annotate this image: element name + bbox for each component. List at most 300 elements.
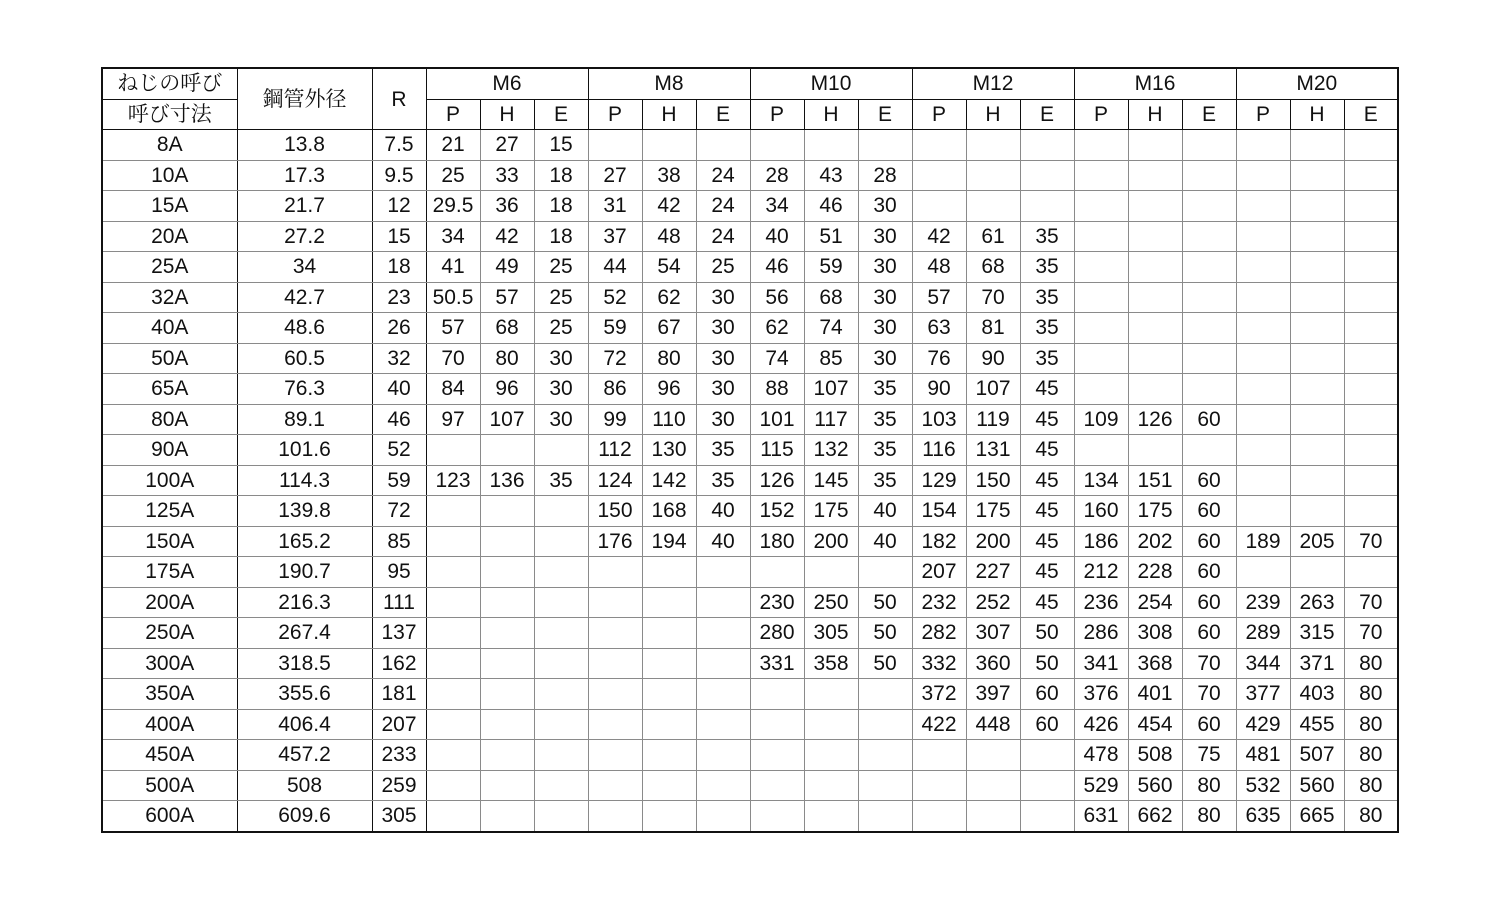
table-cell	[480, 648, 534, 679]
table-cell	[804, 557, 858, 588]
table-cell: 280	[750, 618, 804, 649]
table-cell	[426, 496, 480, 527]
table-cell: 42	[912, 221, 966, 252]
table-cell: 239	[1236, 587, 1290, 618]
table-cell	[642, 587, 696, 618]
table-cell: 129	[912, 465, 966, 496]
size-cell: 50A	[102, 343, 237, 374]
table-cell	[912, 130, 966, 161]
table-cell	[1344, 496, 1398, 527]
pipe-od-cell: 355.6	[237, 679, 372, 710]
table-cell	[1128, 343, 1182, 374]
table-cell: 35	[1020, 252, 1074, 283]
table-cell	[426, 801, 480, 832]
table-cell	[1074, 282, 1128, 313]
pipe-od-cell: 190.7	[237, 557, 372, 588]
table-cell	[1236, 374, 1290, 405]
table-cell	[1344, 252, 1398, 283]
table-cell: 254	[1128, 587, 1182, 618]
size-cell: 500A	[102, 770, 237, 801]
table-cell	[750, 679, 804, 710]
table-cell: 18	[534, 191, 588, 222]
table-cell	[642, 801, 696, 832]
table-cell: 36	[480, 191, 534, 222]
table-cell	[480, 496, 534, 527]
table-cell: 232	[912, 587, 966, 618]
r-cell: 259	[372, 770, 426, 801]
table-cell	[534, 740, 588, 771]
table-cell: 532	[1236, 770, 1290, 801]
pipe-od-cell: 34	[237, 252, 372, 283]
table-cell: 403	[1290, 679, 1344, 710]
table-cell: 74	[804, 313, 858, 344]
table-cell: 80	[1344, 679, 1398, 710]
table-cell: 30	[696, 343, 750, 374]
table-cell	[1290, 496, 1344, 527]
pipe-od-cell: 89.1	[237, 404, 372, 435]
table-cell: 160	[1074, 496, 1128, 527]
table-cell	[750, 709, 804, 740]
table-cell	[804, 709, 858, 740]
table-cell	[1074, 435, 1128, 466]
pipe-od-cell: 60.5	[237, 343, 372, 374]
table-cell: 34	[750, 191, 804, 222]
table-cell	[1344, 465, 1398, 496]
table-cell: 282	[912, 618, 966, 649]
size-label-cell: 呼び寸法	[102, 99, 237, 130]
table-cell	[426, 618, 480, 649]
table-cell: 88	[750, 374, 804, 405]
table-cell: 107	[480, 404, 534, 435]
table-cell: 45	[1020, 557, 1074, 588]
table-cell: 371	[1290, 648, 1344, 679]
table-cell	[1236, 465, 1290, 496]
r-cell: 40	[372, 374, 426, 405]
table-cell: 56	[750, 282, 804, 313]
table-cell	[1344, 191, 1398, 222]
table-cell	[1182, 191, 1236, 222]
size-cell: 400A	[102, 709, 237, 740]
table-cell: 35	[858, 435, 912, 466]
table-cell: 52	[588, 282, 642, 313]
table-cell	[858, 801, 912, 832]
table-cell	[426, 557, 480, 588]
table-cell	[1344, 557, 1398, 588]
table-cell: 43	[804, 160, 858, 191]
table-cell: 30	[534, 404, 588, 435]
table-cell	[1182, 435, 1236, 466]
pipe-od-cell: 114.3	[237, 465, 372, 496]
table-cell: 29.5	[426, 191, 480, 222]
subheader-h: H	[1128, 99, 1182, 130]
table-cell	[480, 740, 534, 771]
table-cell: 25	[534, 313, 588, 344]
table-cell: 70	[1182, 648, 1236, 679]
table-cell	[966, 191, 1020, 222]
table-cell: 45	[1020, 404, 1074, 435]
size-cell: 450A	[102, 740, 237, 771]
table-cell: 63	[912, 313, 966, 344]
subheader-e: E	[858, 99, 912, 130]
table-cell: 25	[534, 252, 588, 283]
r-cell: 26	[372, 313, 426, 344]
table-cell: 30	[696, 374, 750, 405]
table-cell	[966, 160, 1020, 191]
table-row	[102, 343, 1398, 374]
table-cell: 42	[480, 221, 534, 252]
table-cell: 35	[1020, 313, 1074, 344]
table-cell: 107	[966, 374, 1020, 405]
table-cell	[534, 679, 588, 710]
table-cell: 68	[480, 313, 534, 344]
table-row	[102, 801, 1398, 832]
table-cell	[1236, 252, 1290, 283]
table-cell	[1290, 435, 1344, 466]
table-cell: 635	[1236, 801, 1290, 832]
table-cell	[912, 191, 966, 222]
table-cell: 119	[966, 404, 1020, 435]
flange-dimension-table	[101, 67, 1399, 833]
table-cell: 40	[858, 526, 912, 557]
r-cell: 207	[372, 709, 426, 740]
table-cell: 24	[696, 160, 750, 191]
table-cell	[426, 526, 480, 557]
size-cell: 200A	[102, 587, 237, 618]
table-cell	[480, 435, 534, 466]
table-cell: 45	[1020, 374, 1074, 405]
table-cell	[912, 160, 966, 191]
r-cell: 72	[372, 496, 426, 527]
table-cell: 341	[1074, 648, 1128, 679]
r-cell: 137	[372, 618, 426, 649]
table-cell	[1344, 374, 1398, 405]
r-cell: 305	[372, 801, 426, 832]
table-cell: 60	[1182, 526, 1236, 557]
table-cell	[1074, 374, 1128, 405]
table-cell: 126	[1128, 404, 1182, 435]
table-row	[102, 648, 1398, 679]
table-cell	[642, 740, 696, 771]
table-cell: 30	[858, 313, 912, 344]
table-cell	[1290, 282, 1344, 313]
table-cell	[696, 557, 750, 588]
table-cell	[1020, 130, 1074, 161]
table-row	[102, 313, 1398, 344]
table-cell: 175	[966, 496, 1020, 527]
table-cell: 376	[1074, 679, 1128, 710]
pipe-od-cell: 76.3	[237, 374, 372, 405]
table-cell: 305	[804, 618, 858, 649]
table-cell: 35	[1020, 282, 1074, 313]
table-cell: 96	[480, 374, 534, 405]
table-cell	[1128, 191, 1182, 222]
table-cell	[1074, 221, 1128, 252]
table-cell	[426, 435, 480, 466]
table-cell	[1128, 130, 1182, 161]
table-cell: 662	[1128, 801, 1182, 832]
table-cell: 131	[966, 435, 1020, 466]
table-row	[102, 435, 1398, 466]
r-cell: 162	[372, 648, 426, 679]
table-cell: 30	[696, 313, 750, 344]
table-cell: 110	[642, 404, 696, 435]
table-cell: 90	[966, 343, 1020, 374]
pipe-od-cell: 165.2	[237, 526, 372, 557]
table-cell: 57	[426, 313, 480, 344]
pipe-od-cell: 101.6	[237, 435, 372, 466]
table-cell: 90	[912, 374, 966, 405]
table-cell: 24	[696, 191, 750, 222]
table-row	[102, 709, 1398, 740]
table-cell	[1290, 313, 1344, 344]
table-cell	[1290, 160, 1344, 191]
table-cell	[750, 801, 804, 832]
table-cell: 101	[750, 404, 804, 435]
table-cell	[750, 770, 804, 801]
table-cell: 80	[642, 343, 696, 374]
table-cell	[588, 618, 642, 649]
table-cell	[1074, 343, 1128, 374]
subheader-h: H	[480, 99, 534, 130]
table-row	[102, 374, 1398, 405]
table-cell: 529	[1074, 770, 1128, 801]
r-cell: 59	[372, 465, 426, 496]
table-cell: 332	[912, 648, 966, 679]
subheader-p: P	[750, 99, 804, 130]
table-cell: 426	[1074, 709, 1128, 740]
table-cell: 315	[1290, 618, 1344, 649]
table-cell	[480, 557, 534, 588]
table-cell: 97	[426, 404, 480, 435]
r-header: R	[372, 68, 426, 130]
table-cell: 25	[534, 282, 588, 313]
table-cell	[642, 130, 696, 161]
table-cell: 168	[642, 496, 696, 527]
group-header-m12: M12	[912, 68, 1074, 99]
table-cell	[750, 130, 804, 161]
table-cell	[696, 130, 750, 161]
table-cell	[1236, 130, 1290, 161]
table-cell	[588, 648, 642, 679]
size-cell: 250A	[102, 618, 237, 649]
table-cell	[588, 130, 642, 161]
table-cell: 665	[1290, 801, 1344, 832]
size-cell: 15A	[102, 191, 237, 222]
table-cell	[696, 679, 750, 710]
table-cell	[1182, 343, 1236, 374]
table-cell: 45	[1020, 526, 1074, 557]
table-cell	[1074, 130, 1128, 161]
table-cell: 67	[642, 313, 696, 344]
table-cell: 60	[1020, 709, 1074, 740]
table-cell: 49	[480, 252, 534, 283]
table-cell	[1290, 404, 1344, 435]
pipe-od-cell: 17.3	[237, 160, 372, 191]
table-cell: 35	[858, 404, 912, 435]
table-cell	[804, 770, 858, 801]
table-row	[102, 252, 1398, 283]
table-cell: 175	[1128, 496, 1182, 527]
table-cell	[804, 740, 858, 771]
table-cell	[534, 618, 588, 649]
table-cell	[1236, 404, 1290, 435]
table-cell: 25	[696, 252, 750, 283]
table-cell: 377	[1236, 679, 1290, 710]
table-cell: 212	[1074, 557, 1128, 588]
size-cell: 100A	[102, 465, 237, 496]
table-cell	[480, 801, 534, 832]
table-cell	[426, 679, 480, 710]
table-cell	[1290, 465, 1344, 496]
table-cell: 80	[1344, 770, 1398, 801]
table-cell: 150	[588, 496, 642, 527]
table-cell	[912, 740, 966, 771]
r-cell: 23	[372, 282, 426, 313]
thread-label-cell: ねじの呼び	[102, 68, 237, 99]
table-cell: 80	[1344, 648, 1398, 679]
table-cell: 46	[804, 191, 858, 222]
table-cell: 60	[1182, 557, 1236, 588]
subheader-h: H	[804, 99, 858, 130]
r-cell: 12	[372, 191, 426, 222]
table-cell: 35	[858, 465, 912, 496]
subheader-p: P	[1236, 99, 1290, 130]
table-cell	[1020, 801, 1074, 832]
subheader-e: E	[1020, 99, 1074, 130]
table-cell: 45	[1020, 435, 1074, 466]
pipe-od-cell: 318.5	[237, 648, 372, 679]
table-row	[102, 770, 1398, 801]
table-cell: 59	[804, 252, 858, 283]
table-cell: 25	[426, 160, 480, 191]
table-cell: 42	[642, 191, 696, 222]
table-cell: 81	[966, 313, 1020, 344]
r-cell: 85	[372, 526, 426, 557]
table-row	[102, 587, 1398, 618]
table-cell	[480, 679, 534, 710]
table-cell	[588, 587, 642, 618]
table-cell	[534, 648, 588, 679]
subheader-p: P	[426, 99, 480, 130]
table-cell: 72	[588, 343, 642, 374]
table-row	[102, 740, 1398, 771]
size-cell: 150A	[102, 526, 237, 557]
table-cell: 60	[1182, 496, 1236, 527]
table-cell	[480, 709, 534, 740]
group-header-m20: M20	[1236, 68, 1398, 99]
table-cell: 70	[1344, 618, 1398, 649]
table-cell	[1128, 313, 1182, 344]
r-cell: 233	[372, 740, 426, 771]
table-cell	[588, 801, 642, 832]
table-cell: 30	[858, 282, 912, 313]
table-cell	[642, 648, 696, 679]
r-cell: 9.5	[372, 160, 426, 191]
table-cell: 80	[1182, 801, 1236, 832]
table-cell: 117	[804, 404, 858, 435]
table-cell: 230	[750, 587, 804, 618]
table-cell: 15	[534, 130, 588, 161]
table-cell	[1236, 160, 1290, 191]
table-cell	[1290, 557, 1344, 588]
subheader-h: H	[966, 99, 1020, 130]
subheader-e: E	[1344, 99, 1398, 130]
table-cell	[1020, 160, 1074, 191]
table-cell: 68	[804, 282, 858, 313]
table-cell: 62	[750, 313, 804, 344]
table-cell	[858, 709, 912, 740]
table-cell: 37	[588, 221, 642, 252]
table-cell: 50.5	[426, 282, 480, 313]
table-cell: 152	[750, 496, 804, 527]
table-row	[102, 130, 1398, 161]
table-cell: 60	[1182, 618, 1236, 649]
table-cell	[696, 740, 750, 771]
table-cell	[642, 709, 696, 740]
table-cell: 631	[1074, 801, 1128, 832]
table-body	[102, 130, 1398, 832]
table-cell: 560	[1128, 770, 1182, 801]
group-header-m6: M6	[426, 68, 588, 99]
table-cell: 80	[1344, 709, 1398, 740]
table-cell: 99	[588, 404, 642, 435]
table-cell	[642, 679, 696, 710]
table-cell: 142	[642, 465, 696, 496]
table-cell: 48	[642, 221, 696, 252]
table-cell	[696, 618, 750, 649]
table-cell	[1182, 221, 1236, 252]
table-cell: 18	[534, 221, 588, 252]
table-cell	[1344, 160, 1398, 191]
table-cell	[426, 648, 480, 679]
table-cell	[912, 770, 966, 801]
table-row	[102, 160, 1398, 191]
table-cell: 46	[750, 252, 804, 283]
table-cell: 186	[1074, 526, 1128, 557]
table-cell: 109	[1074, 404, 1128, 435]
table-row	[102, 282, 1398, 313]
table-cell: 560	[1290, 770, 1344, 801]
table-cell	[480, 618, 534, 649]
table-cell: 448	[966, 709, 1020, 740]
table-cell: 30	[696, 404, 750, 435]
table-cell: 70	[966, 282, 1020, 313]
table-cell	[1236, 343, 1290, 374]
table-cell	[1128, 374, 1182, 405]
table-cell: 35	[534, 465, 588, 496]
table-cell: 60	[1020, 679, 1074, 710]
table-cell: 455	[1290, 709, 1344, 740]
table-cell: 70	[1344, 587, 1398, 618]
table-cell: 34	[426, 221, 480, 252]
size-cell: 40A	[102, 313, 237, 344]
r-cell: 95	[372, 557, 426, 588]
table-cell: 30	[534, 343, 588, 374]
table-cell: 41	[426, 252, 480, 283]
table-cell	[750, 740, 804, 771]
table-cell: 50	[858, 618, 912, 649]
subheader-e: E	[534, 99, 588, 130]
table-cell: 189	[1236, 526, 1290, 557]
size-cell: 125A	[102, 496, 237, 527]
group-header-m8: M8	[588, 68, 750, 99]
table-cell: 60	[1182, 709, 1236, 740]
table-cell	[1236, 221, 1290, 252]
table-cell	[1344, 130, 1398, 161]
table-cell: 27	[588, 160, 642, 191]
table-cell: 76	[912, 343, 966, 374]
table-cell	[1074, 313, 1128, 344]
